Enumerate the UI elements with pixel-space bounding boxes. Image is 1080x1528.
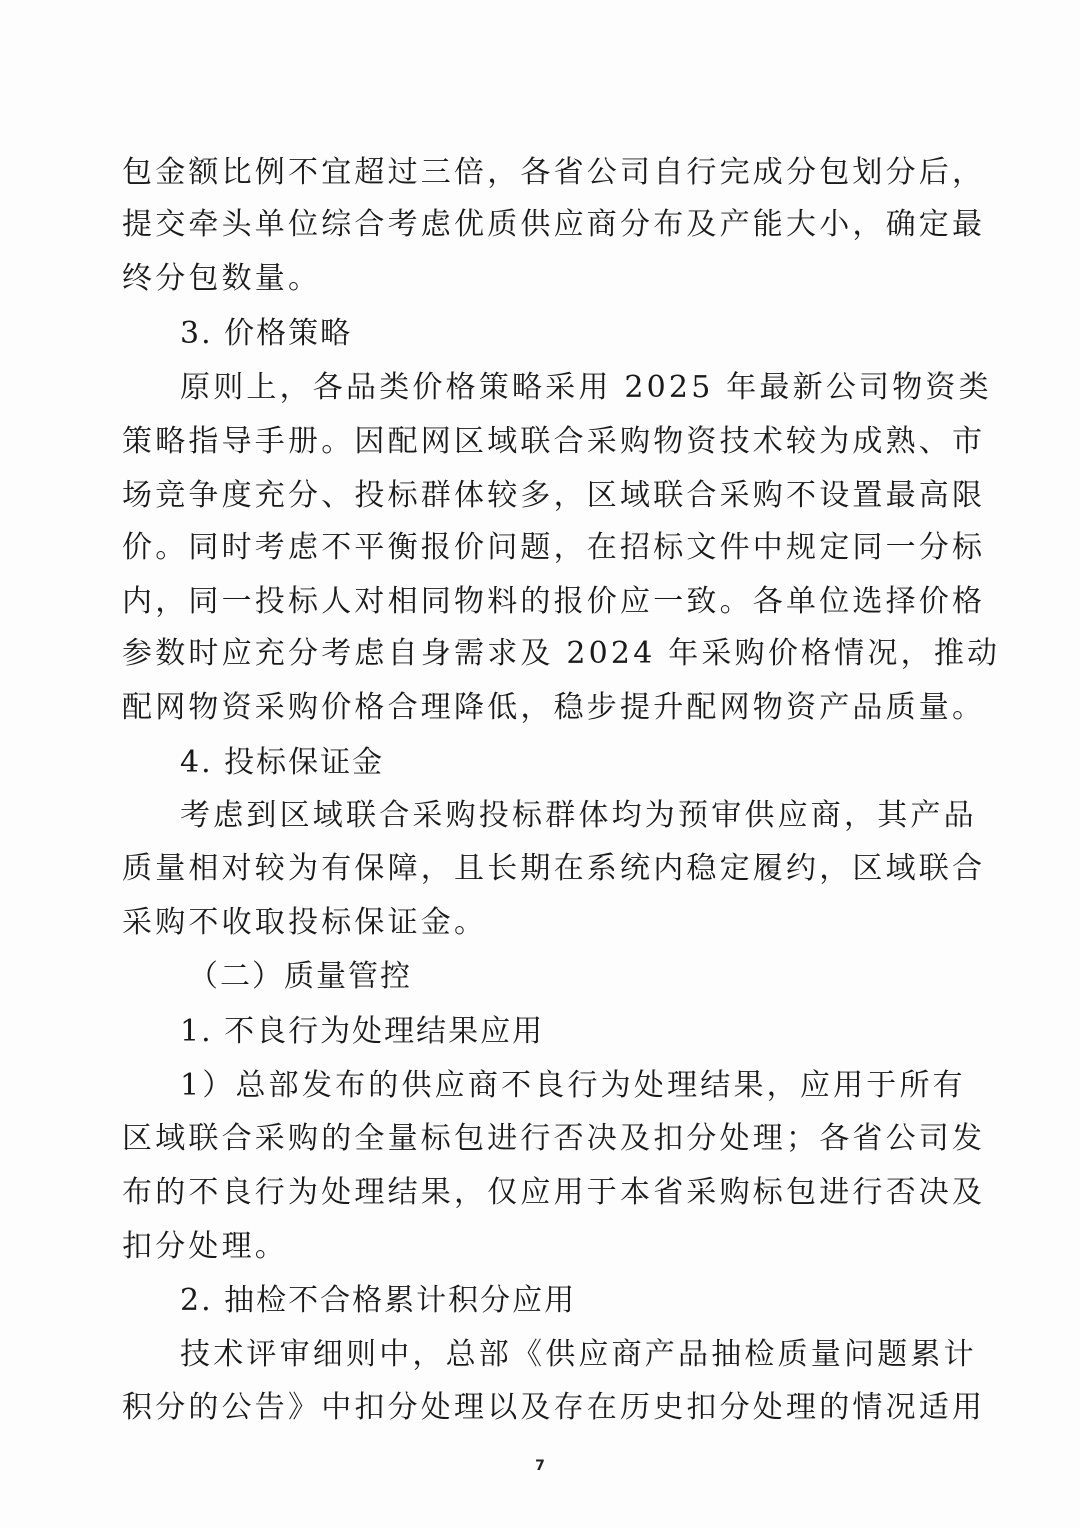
text-line: 1）总部发布的供应商不良行为处理结果，应用于所有: [180, 1068, 966, 1103]
text-line: 场竞争度充分、投标群体较多，区域联合采购不设置最高限: [122, 478, 986, 513]
subsection-heading: 2. 抽检不合格累计积分应用: [180, 1283, 577, 1318]
text-line: 包金额比例不宜超过三倍，各省公司自行完成分包划分后，: [122, 155, 986, 190]
text-line: 扣分处理。: [122, 1229, 288, 1264]
text-line: 终分包数量。: [122, 261, 322, 296]
text-line: 布的不良行为处理结果，仅应用于本省采购标包进行否决及: [122, 1175, 986, 1210]
text-line: 提交牵头单位综合考虑优质供应商分布及产能大小，确定最: [122, 207, 986, 242]
text-line: 积分的公告》中扣分处理以及存在历史扣分处理的情况适用: [122, 1390, 986, 1425]
text-line: 内，同一投标人对相同物料的报价应一致。各单位选择价格: [122, 584, 986, 619]
text-line: 价。同时考虑不平衡报价问题，在招标文件中规定同一分标: [122, 530, 986, 565]
section-heading: （二）质量管控: [188, 959, 412, 994]
text-line: 质量相对较为有保障，且长期在系统内稳定履约，区域联合: [122, 851, 986, 886]
page-number: 7: [535, 1458, 545, 1474]
text-line: 区域联合采购的全量标包进行否决及扣分处理；各省公司发: [122, 1121, 986, 1156]
text-line: 原则上，各品类价格策略采用 2025 年最新公司物资类: [180, 370, 992, 405]
text-line: 策略指导手册。因配网区域联合采购物资技术较为成熟、市: [122, 424, 986, 459]
subsection-heading: 1. 不良行为处理结果应用: [180, 1014, 545, 1049]
text-line: 参数时应充分考虑自身需求及 2024 年采购价格情况，推动: [122, 636, 1001, 671]
text-line: 配网物资采购价格合理降低，稳步提升配网物资产品质量。: [122, 690, 986, 725]
text-line: 考虑到区域联合采购投标群体均为预审供应商，其产品: [180, 798, 977, 833]
text-line: 采购不收取投标保证金。: [122, 905, 488, 940]
section-heading: 3. 价格策略: [180, 316, 353, 351]
text-line: 技术评审细则中，总部《供应商产品抽检质量问题累计: [180, 1337, 977, 1372]
section-heading: 4. 投标保证金: [180, 745, 385, 780]
